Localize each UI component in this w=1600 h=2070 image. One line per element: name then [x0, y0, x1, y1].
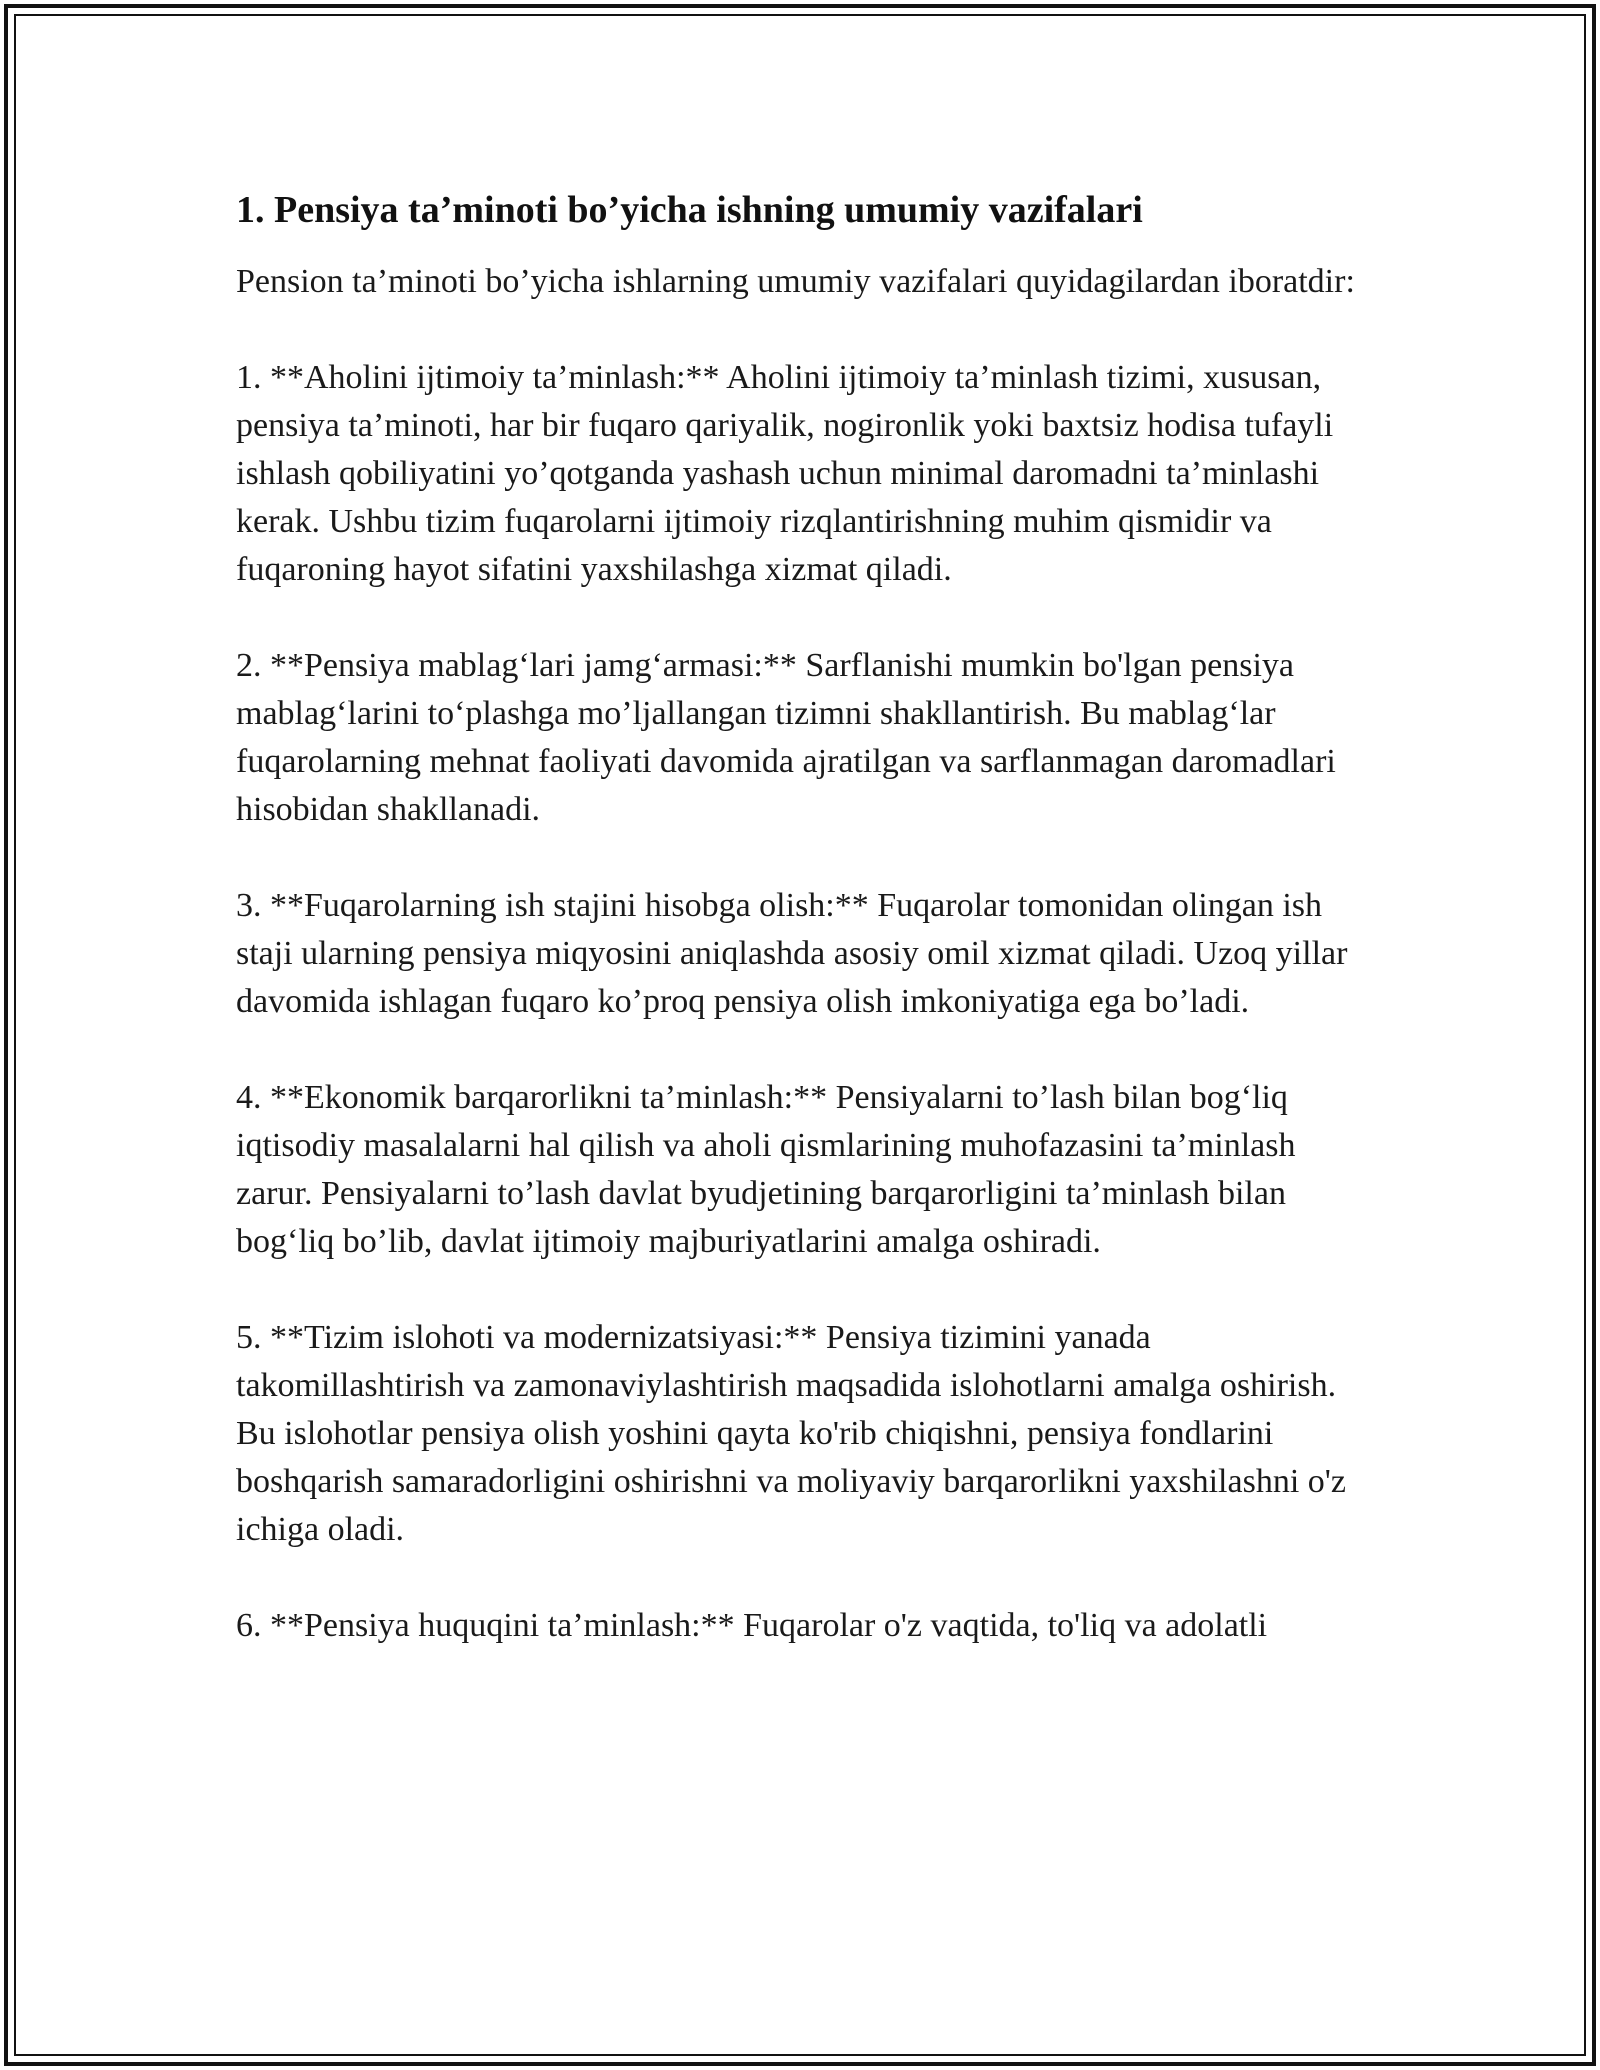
list-item-3: 3. **Fuqarolarning ish stajini hisobga olish:** Fuqarolar tomonidan olingan ish staji ularning pensiya miqyosini aniqlashda asosiy omil xizmat qiladi. Uzoq yillar davomida ishlagan fuqaro ko’proq pensiya olish imkoniyatiga ega bo’ladi.: [236, 887, 1348, 1020]
list-item-1: 1. **Aholini ijtimoiy ta’minlash:** Aholini ijtimoiy ta’minlash tizimi, xususan, pensiya ta’minoti, har bir fuqaro qariyalik, nogironlik yoki baxtsiz hodisa tufayli ishlash qobiliyatini yo’qotganda yashash uchun minimal daromadni ta’minlashi kerak. Ushbu tizim fuqarolarni ijtimoiy rizqlantirishning muhim qismidir va fuqaroning hayot sifatini yaxshilashga xizmat qiladi.: [236, 359, 1334, 588]
section-heading: 1. Pensiya ta’minoti bo’yicha ishning umumiy vazifalari: [236, 189, 1143, 231]
list-item-4: 4. **Ekonomik barqarorlikni ta’minlash:** Pensiyalarni to’lash bilan bog‘liq iqtisodiy masalalarni hal qilish va aholi qismlarining muhofazasini ta’minlash zarur. Pensiyalarni to’lash davlat byudjetining barqarorligini ta’minlash bilan bog‘liq bo’lib, davlat ijtimoiy majburiyatlarini amalga oshiradi.: [236, 1079, 1296, 1260]
list-item-6: 6. **Pensiya huquqini ta’minlash:** Fuqarolar o'z vaqtida, to'liq va adolatli: [236, 1607, 1268, 1644]
document-body: [236, 186, 1366, 1650]
list-item-2: 2. **Pensiya mablag‘lari jamg‘armasi:** Sarflanishi mumkin bo'lgan pensiya mablag‘larini to‘plashga mo’ljallangan tizimni shakllantirish. Bu mablag‘lar fuqarolarning mehnat faoliyati davomida ajratilgan va sarflanmagan daromadlari hisobidan shakllanadi.: [236, 647, 1336, 828]
intro-paragraph: Pension ta’minoti bo’yicha ishlarning umumiy vazifalari quyidagilardan iboratdir:: [236, 263, 1355, 300]
list-item-5: 5. **Tizim islohoti va modernizatsiyasi:** Pensiya tizimini yanada takomillashtirish va zamonaviylashtirish maqsadida islohotlarni amalga oshirish. Bu islohotlar pensiya olish yoshini qayta ko'rib chiqishni, pensiya fondlarini boshqarish samaradorligini oshirishni va moliyaviy barqarorlikni yaxshilashni o'z ichiga oladi.: [236, 1319, 1346, 1548]
